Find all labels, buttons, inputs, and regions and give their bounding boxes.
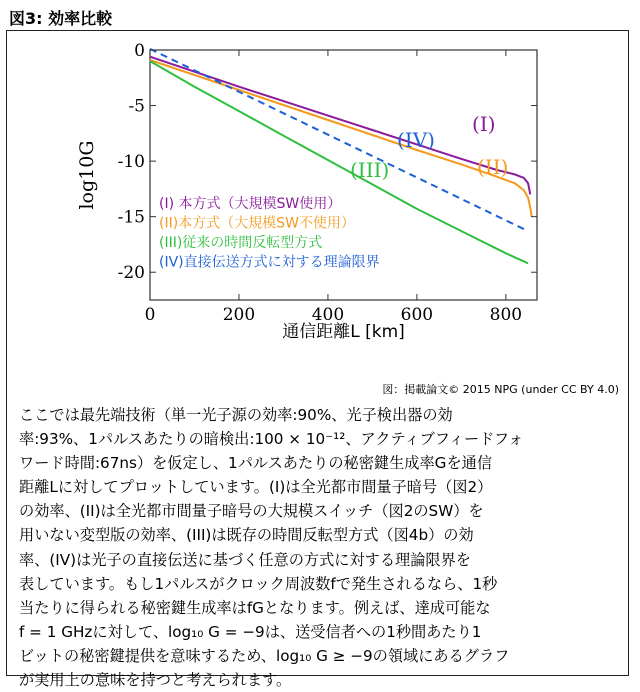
legend-entry-2: (II)本方式（大規模SW不使用） [159,215,355,232]
body-text-line: 用いない変型版の効率、(III)は既存の時間反転型方式（図4b）の効 [19,526,474,545]
y-tick-label: -15 [117,207,145,228]
y-tick-label: -5 [128,96,145,117]
body-text-line: ワード時間:67ns）を仮定し、1パルスあたりの秘密鍵生成率Gを通信 [19,454,493,473]
body-text-line: が実用上の意味を持つと考えられます。 [19,671,292,690]
curve-label-4: (IV) [397,128,435,152]
body-text-line: ビットの秘密鍵提供を意味するため、log₁₀ G ≥ −9の領域にあるグラフ [19,646,510,665]
x-axis-label: 通信距離L [km] [282,322,405,342]
body-text-line: 距離Lに対してプロットしています。(I)は全光都市間量子暗号（図2） [19,478,493,497]
figure-title: 図3: 効率比較 [9,9,113,28]
body-text-line: 当たりに得られる秘密鍵生成率はfGとなります。例えば、達成可能な [19,598,491,617]
description-text [19,403,623,692]
y-axis-label: log10G [76,140,98,210]
legend-entry-4: (IV)直接伝送方式に対する理論限界 [159,254,380,271]
y-tick-label: 0 [134,41,145,61]
body-text-line: f = 1 GHzに対して、log₁₀ G = −9は、送受信者への1秒間あたり1 [19,622,482,641]
body-text-line: 率、(IV)は光子の直接伝送に基づく任意の方式に対する理論限界を [19,550,471,569]
x-tick-label: 200 [222,305,256,325]
body-text-line: 率:93%、1パルスあたりの暗検出:100 × 10⁻¹²、アクティブフィードフォ [19,430,524,449]
body-text-line: ここでは最先端技術（単一光子源の効率:90%、光子検出器の効 [19,406,453,424]
x-tick-label: 0 [144,305,156,325]
figure-frame [6,30,629,690]
x-tick-label: 800 [489,305,523,325]
body-text-line: 表しています。もし1パルスがクロック周波数fで発生されるなら、1秒 [19,574,498,593]
x-tick-label: 400 [311,305,345,325]
body-text-line: の効率、(II)は全光都市間量子暗号の大規模スイッチ（図2のSW）を [19,502,484,521]
y-tick-label: -20 [117,263,145,284]
curve-label-3: (III) [350,158,390,182]
y-tick-label: -10 [117,152,145,173]
legend-entry-3: (III)従来の時間反転型方式 [159,235,323,251]
curve-label-2: (II) [477,155,509,179]
image-credit: 図：掲載論文© 2015 NPG (under CC BY 4.0) [382,383,619,396]
curve-label-1: (I) [472,112,496,136]
legend-entry-1: (I) 本方式（大規模SW使用） [159,196,342,212]
chart [7,31,628,376]
x-tick-label: 600 [400,305,434,325]
